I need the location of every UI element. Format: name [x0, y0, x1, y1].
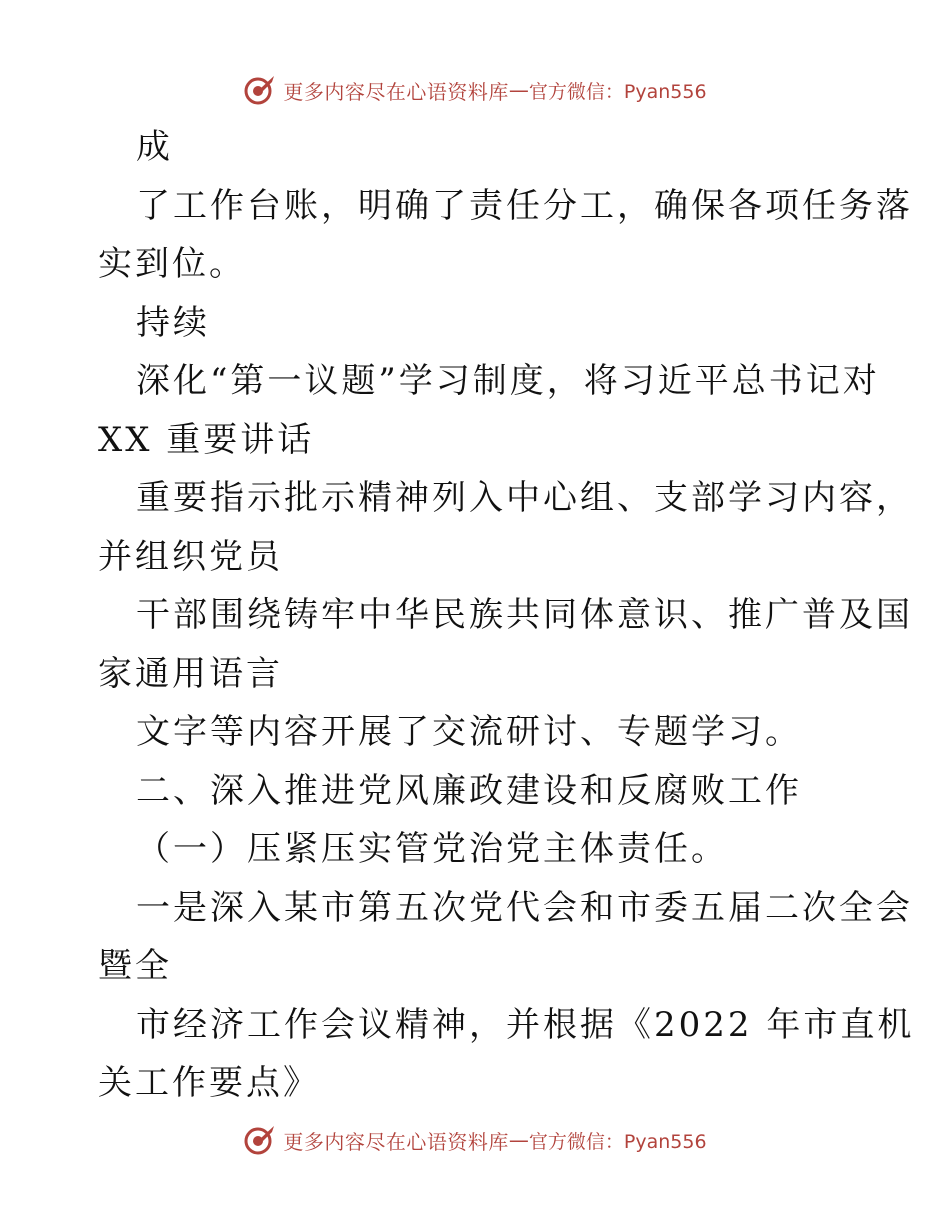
- text-line: 暨全: [98, 946, 172, 986]
- watermark-site-text: 更多内容尽在心语资料库: [283, 1129, 509, 1154]
- text-line: 持续: [136, 302, 210, 343]
- text-line: 并组织党员: [98, 536, 283, 577]
- watermark-separator: —: [508, 78, 529, 102]
- text-line: （一）压紧压实管党治党主体责任。: [136, 829, 728, 869]
- text-line: 干部围绕铸牢中华民族共同体意识、推广普及国: [136, 595, 913, 635]
- text-line: 一是深入某市第五次党代会和市委五届二次全会: [136, 887, 913, 928]
- quill-logo-icon: [243, 73, 277, 107]
- text-line: 重要指示批示精神列入中心组、支部学习内容，: [136, 478, 913, 518]
- header-watermark: [0, 70, 950, 110]
- text-line: 成: [136, 127, 173, 167]
- text-line: 家通用语言: [98, 653, 283, 694]
- text-line: 深化“第一议题”学习制度，将习近平总书记对: [136, 361, 880, 401]
- text-line: XX 重要讲话: [98, 419, 315, 460]
- watermark-wechat-text: 官方微信：Pyan556: [528, 1130, 707, 1153]
- text-line: 实到位。: [98, 244, 246, 284]
- text-line: 关工作要点》: [98, 1063, 320, 1103]
- watermark-site-text: 更多内容尽在心语资料库: [283, 79, 509, 104]
- watermark-separator: —: [508, 1128, 529, 1152]
- text-line: 市经济工作会议精神，并根据《2022 年市直机: [136, 1004, 915, 1045]
- text-line: 文字等内容开展了交流研讨、专题学习。: [136, 712, 802, 752]
- text-line: 了工作台账，明确了责任分工，确保各项任务落: [136, 185, 913, 226]
- document-body: [98, 118, 915, 1113]
- footer-watermark: [0, 1120, 950, 1160]
- text-line: 二、深入推进党风廉政建设和反腐败工作: [136, 770, 802, 811]
- watermark-wechat-text: 官方微信：Pyan556: [528, 80, 707, 103]
- quill-logo-icon: [243, 1123, 277, 1157]
